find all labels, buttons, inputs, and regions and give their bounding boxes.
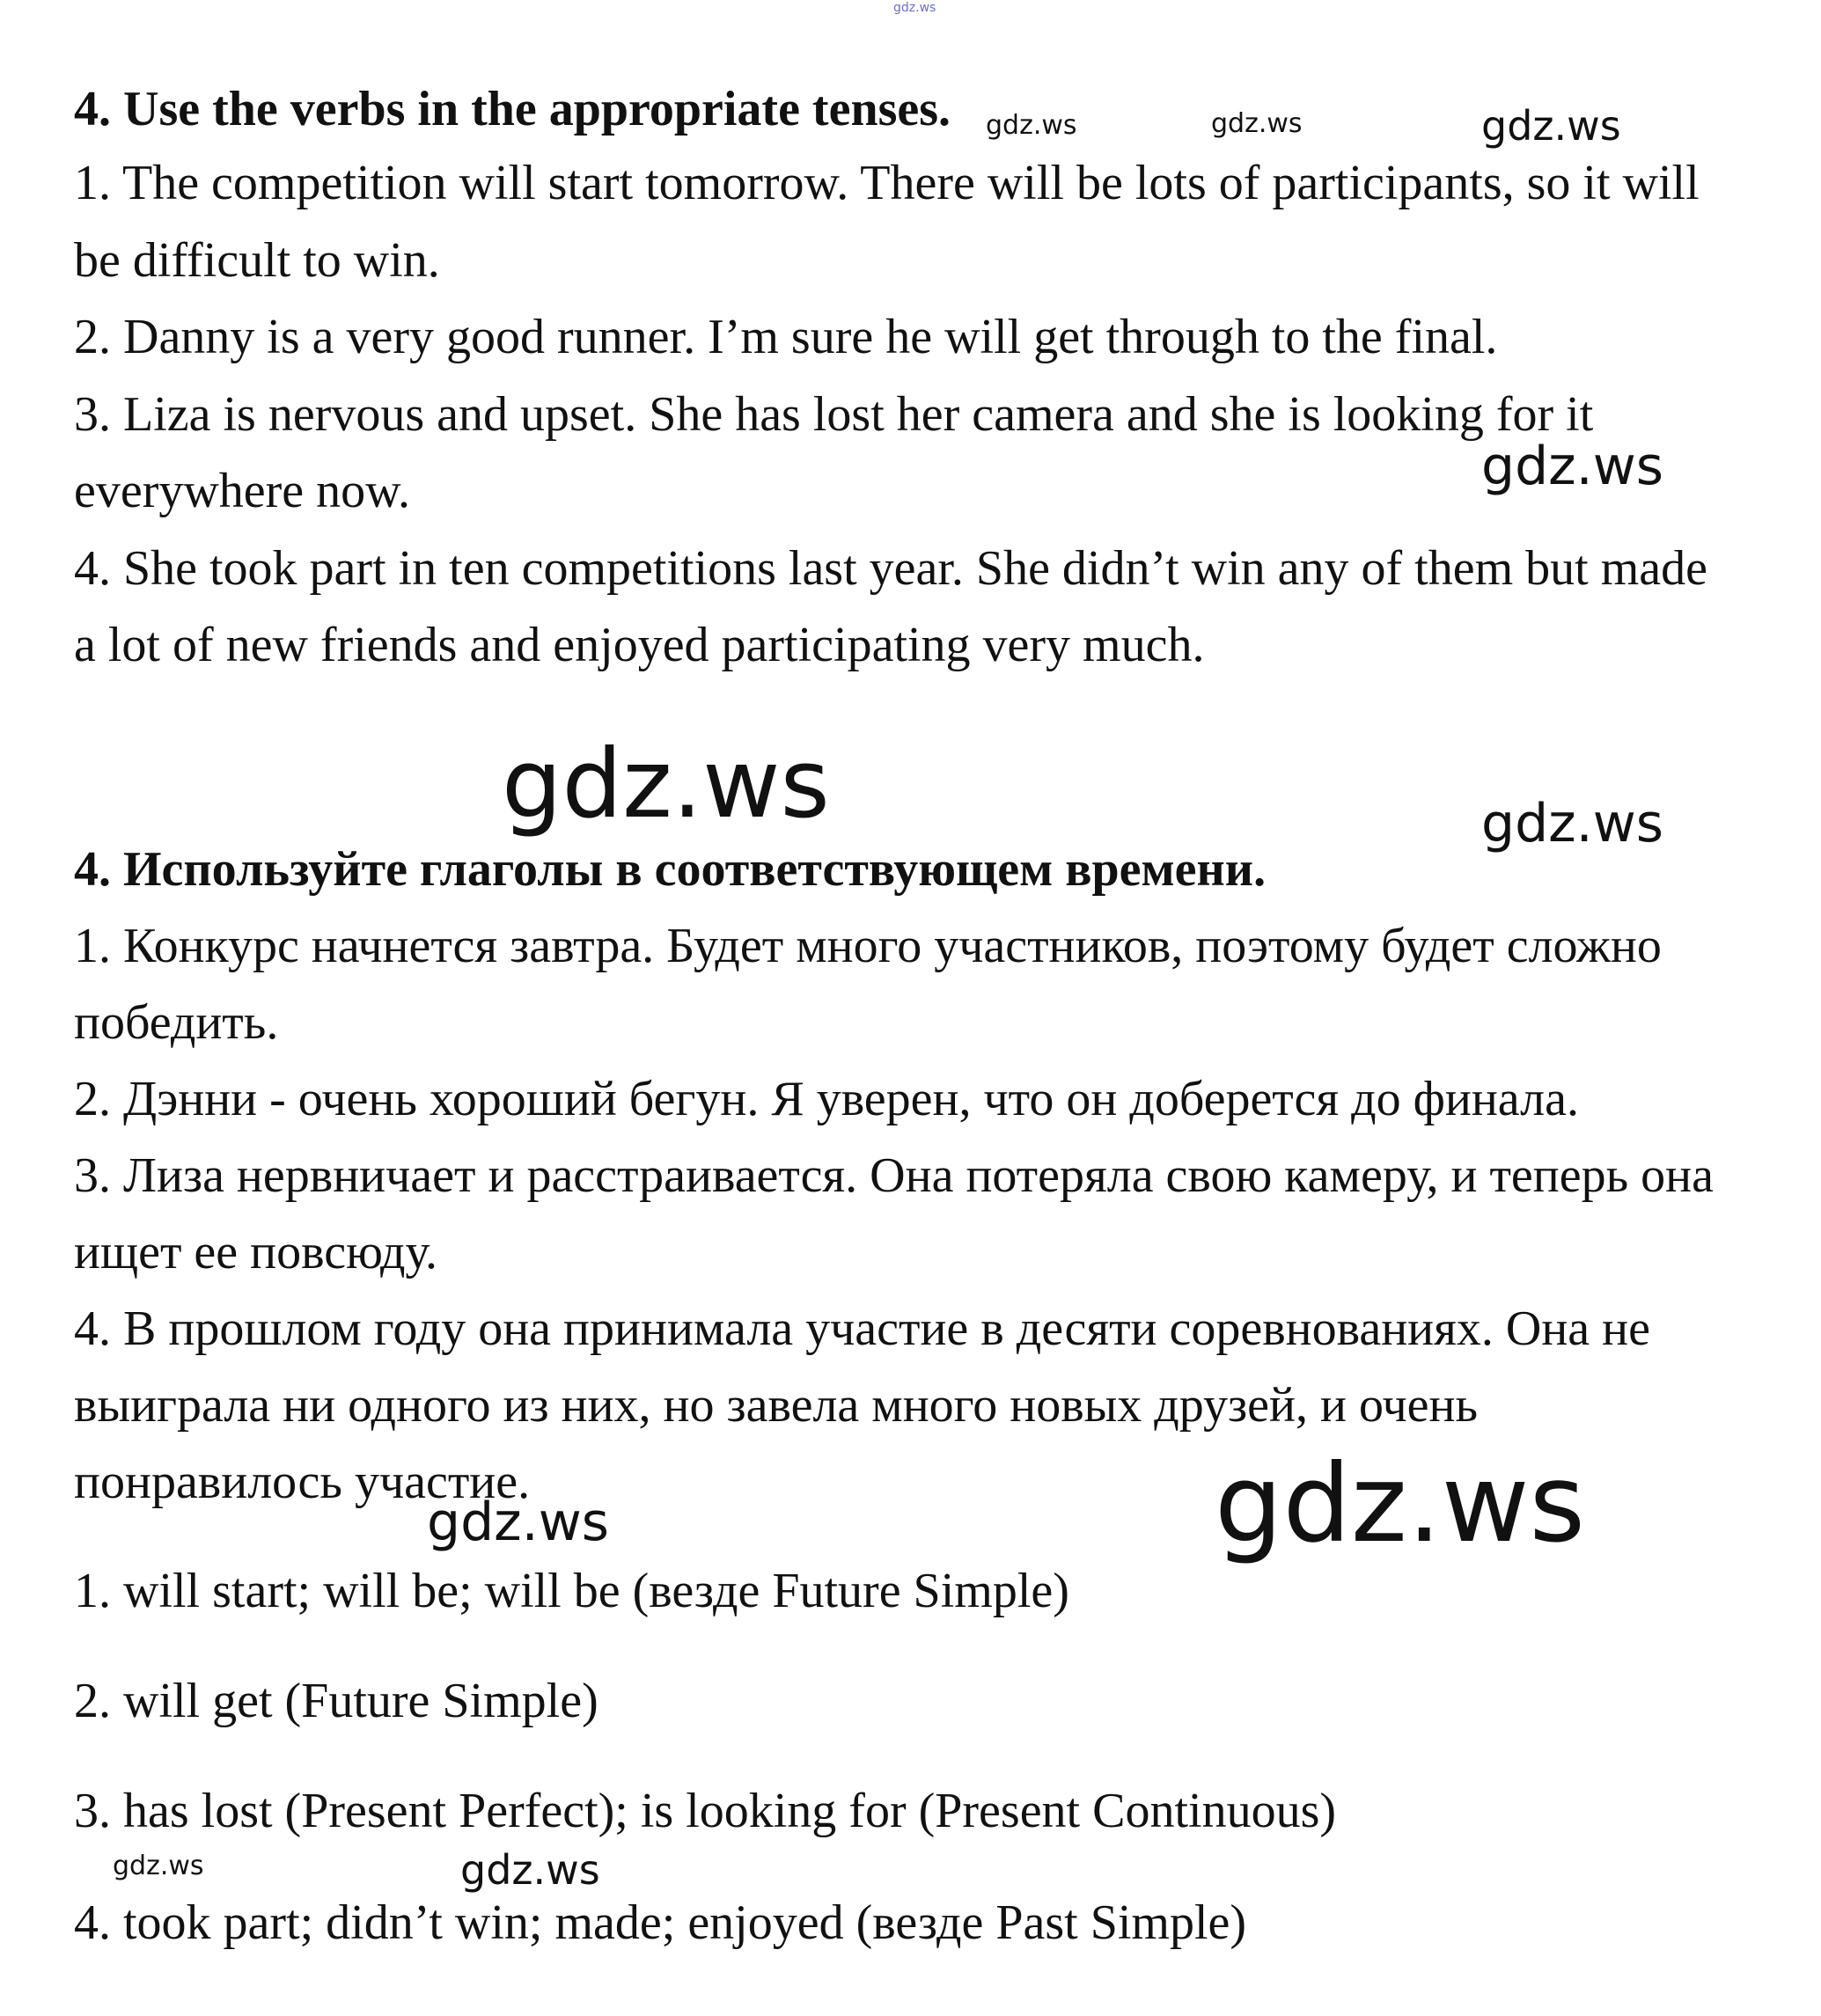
russian-line: выиграла ни одного из них, но завела много новых друзей, и очень	[74, 1378, 1479, 1433]
english-line: a lot of new friends and enjoyed participating very much.	[74, 618, 1205, 672]
english-line: everywhere now.	[74, 464, 410, 518]
answer-line: 3. has lost (Present Perfect); is looking for (Present Continuous)	[74, 1784, 1337, 1838]
watermark-medium: gdz.ws	[1481, 102, 1621, 150]
watermark-tiny-top: gdz.ws	[893, 1, 936, 15]
watermark-big: gdz.ws	[1481, 436, 1664, 497]
watermark-small: gdz.ws	[113, 1851, 204, 1881]
english-line: 2. Danny is a very good runner. I’m sure he will get through to the final.	[74, 310, 1498, 364]
russian-line: 2. Дэнни - очень хороший бегун. Я уверен, что он доберется до финала.	[74, 1072, 1579, 1126]
russian-line: 4. В прошлом году она принимала участие в десяти соревнованиях. Она не	[74, 1301, 1650, 1356]
english-line: 3. Liza is nervous and upset. She has lost her camera and she is looking for it	[74, 387, 1594, 442]
watermark-small: gdz.ws	[986, 110, 1077, 141]
russian-line: 3. Лиза нервничает и расстраивается. Она потеряла свою камеру, и теперь она	[74, 1148, 1714, 1203]
russian-line: ищет ее повсюду.	[74, 1225, 437, 1279]
watermark-medium: gdz.ws	[460, 1846, 600, 1894]
watermark-large: gdz.ws	[502, 729, 830, 839]
answer-line: 2. will get (Future Simple)	[74, 1674, 598, 1728]
answer-line: 4. took part; didn’t win; made; enjoyed (везде Past Simple)	[74, 1895, 1247, 1950]
english-heading: 4. Use the verbs in the appropriate tenses.	[74, 82, 951, 136]
watermark-small: gdz.ws	[1211, 108, 1303, 139]
russian-line: победить.	[74, 995, 279, 1050]
english-line: be difficult to win.	[74, 233, 440, 288]
russian-line: 1. Конкурс начнется завтра. Будет много участников, поэтому будет сложно	[74, 919, 1662, 973]
watermark-big: gdz.ws	[1481, 793, 1664, 854]
english-line: 1. The competition will start tomorrow. There will be lots of participants, so it will	[74, 156, 1700, 210]
answer-line: 1. will start; will be; will be (везде Future Simple)	[74, 1564, 1069, 1618]
russian-heading: 4. Используйте глаголы в соответствующем времени.	[74, 842, 1267, 897]
english-line: 4. She took part in ten competitions last year. She didn’t win any of them but made	[74, 541, 1707, 596]
watermark-huge: gdz.ws	[1215, 1441, 1586, 1566]
russian-line: понравилось участие.	[74, 1455, 531, 1509]
watermark-big: gdz.ws	[427, 1492, 610, 1553]
